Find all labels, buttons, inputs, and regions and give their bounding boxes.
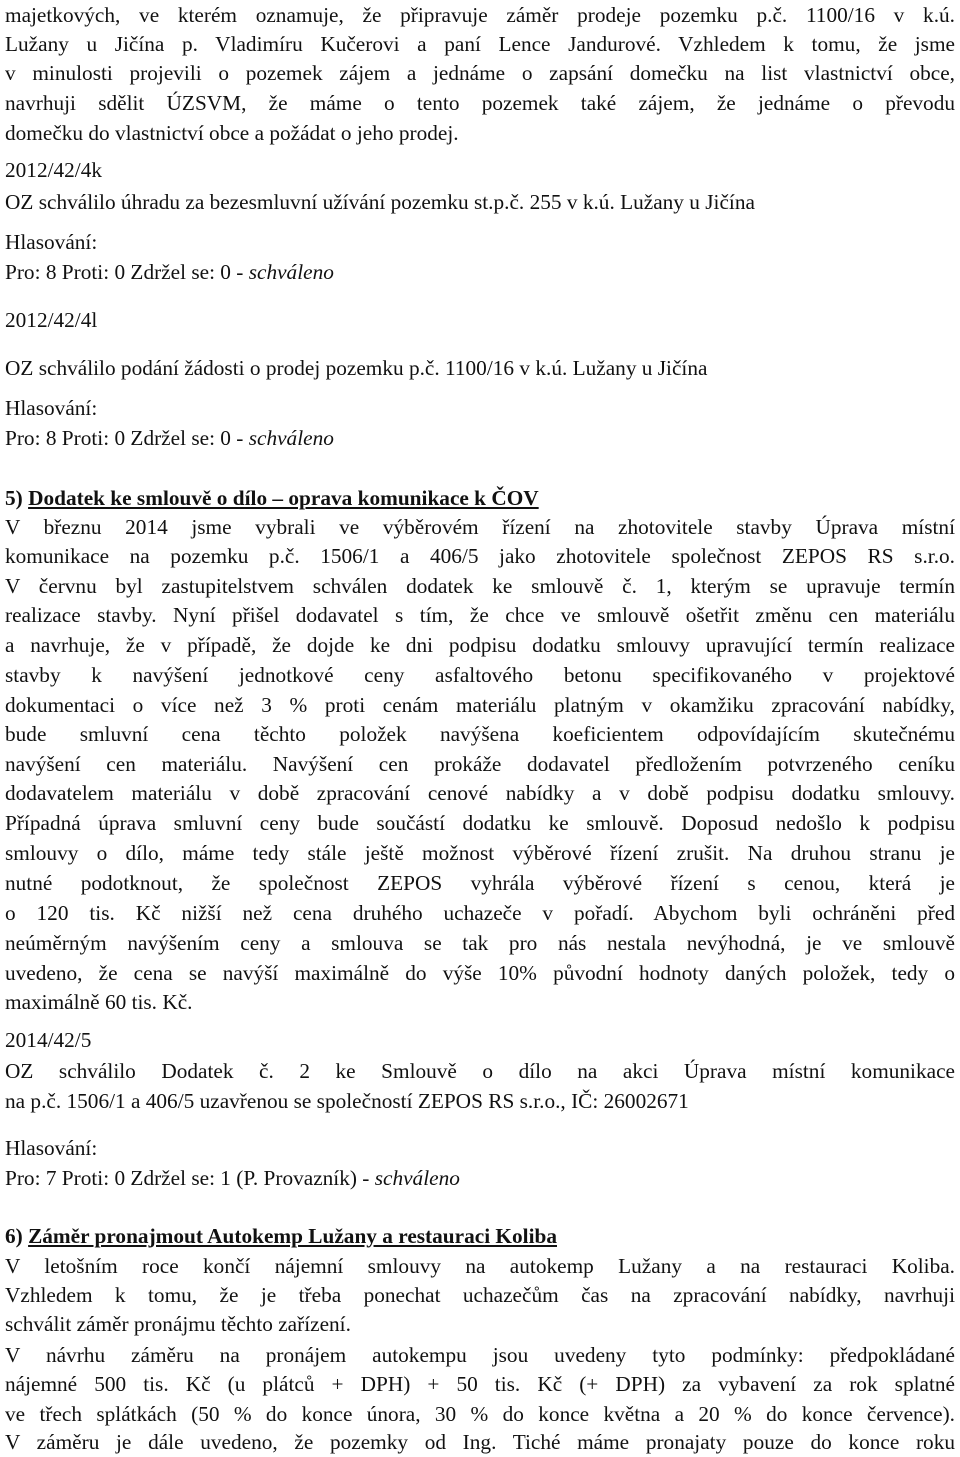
line-text: OZ schválilo podání žádosti o prodej pozemku p.č. 1100/16 v k.ú. Lužany u Jičína [5, 356, 708, 380]
text-line [5, 1086, 955, 1116]
line-text: nájemné 500 tis. Kč (u plátců + DPH) + 50 tis. Kč (+ DPH) za vybavení za rok splatné [5, 1372, 955, 1396]
line-text: o 120 tis. Kč nižší než cena druhého uchazeče v pořadí. Abychom byli ochráněni před [5, 901, 955, 925]
section-title: Dodatek ke smlouvě o dílo – oprava komunikace k ČOV [28, 486, 539, 510]
text-line [5, 257, 955, 287]
text-line [5, 1163, 955, 1193]
text-line [5, 1340, 955, 1370]
text-line [5, 571, 955, 601]
section-number: 6) [5, 1224, 29, 1248]
vote-result: schváleno [248, 426, 334, 450]
text-line [5, 1056, 955, 1086]
section-number: 5) [5, 486, 29, 510]
text-line [5, 868, 955, 898]
line-text: dokumentaci o více než 3 % proti cenám materiálu platným v okamžiku zpracování nabídky, [5, 693, 955, 717]
line-text: domečku do vlastnictví obce a požádat o jeho prodej. [5, 121, 459, 145]
text-line [5, 58, 955, 88]
text-line [5, 512, 955, 542]
line-text: Vzhledem k tomu, že je třeba ponechat uchazečům čas na zpracování nabídky, navrhuji [5, 1283, 955, 1307]
line-text: 2012/42/4l [5, 308, 98, 332]
section-heading [5, 1221, 955, 1251]
text-line [5, 0, 955, 30]
line-text: V letošním roce končí nájemní smlouvy na autokemp Lužany a na restauraci Koliba. [5, 1254, 955, 1278]
line-text: v minulosti projevili o pozemek zájem a jednáme o zapsání domečku na list vlastnictví obce, [5, 61, 955, 85]
line-text: bude smluvní cena těchto položek navýšena koeficientem odpovídajícím skutečnému [5, 722, 955, 746]
text-line [5, 898, 955, 928]
line-text: 2012/42/4k [5, 158, 103, 182]
line-text: V záměru je dále uvedeno, že pozemky od Ing. Tiché máme pronajaty pouze do konce roku [5, 1430, 955, 1454]
text-line [5, 1369, 955, 1399]
text-line [5, 1251, 955, 1281]
line-text: Hlasování: [5, 230, 98, 254]
section-title: Záměr pronajmout Autokemp Lužany a restauraci Koliba [28, 1224, 557, 1248]
vote-result: schváleno [374, 1166, 460, 1190]
text-line [5, 393, 955, 423]
text-line [5, 630, 955, 660]
text-line [5, 305, 955, 335]
line-text: schválit záměr pronájmu těchto zařízení. [5, 1312, 351, 1336]
line-text: Pro: 7 Proti: 0 Zdržel se: 1 (P. Provazník) - [5, 1166, 375, 1190]
line-text: maximálně 60 tis. Kč. [5, 990, 193, 1014]
line-text: stavby k navýšení jednotkové ceny asfaltového betonu specifikovaného v projektové [5, 663, 955, 687]
line-text: Hlasování: [5, 1136, 98, 1160]
line-text: OZ schválilo úhradu za bezesmluvní užívání pozemku st.p.č. 255 v k.ú. Lužany u Jičína [5, 190, 755, 214]
text-line [5, 808, 955, 838]
text-line [5, 353, 955, 383]
text-line [5, 690, 955, 720]
vote-result: schváleno [248, 260, 334, 284]
text-line [5, 88, 955, 118]
section-heading [5, 483, 955, 513]
line-text: ve třech splátkách (50 % do konce února, 30 % do konce května a 20 % do konce července). [5, 1402, 955, 1426]
text-line [5, 987, 955, 1017]
line-text: realizace stavby. Nyní přišel dodavatel s tím, že chce ve smlouvě ošetřit změnu cen materiálu [5, 603, 955, 627]
text-line [5, 600, 955, 630]
line-text: V návrhu záměru na pronájem autokempu jsou uvedeny tyto podmínky: předpokládané [5, 1343, 955, 1367]
line-text: OZ schválilo Dodatek č. 2 ke Smlouvě o dílo na akci Úprava místní komunikace [5, 1059, 955, 1083]
text-line [5, 29, 955, 59]
line-text: komunikace na pozemku p.č. 1506/1 a 406/5 jako zhotovitele společnost ZEPOS RS s.r.o. [5, 544, 955, 568]
line-text: Pro: 8 Proti: 0 Zdržel se: 0 - [5, 426, 249, 450]
line-text: smlouvy o dílo, máme tedy stále ještě možnost výběrové řízení zrušit. Na druhou stranu je [5, 841, 955, 865]
text-line [5, 541, 955, 571]
line-text: a navrhuje, že v případě, že dojde ke dni podpisu dodatku smlouvy upravující termín realizace [5, 633, 955, 657]
line-text: V březnu 2014 jsme vybrali ve výběrovém řízení na zhotovitele stavby Úprava místní [5, 515, 955, 539]
line-text: Hlasování: [5, 396, 98, 420]
line-text: nutné podotknout, že společnost ZEPOS vyhrála výběrové řízení s cenou, která je [5, 871, 955, 895]
line-text: V červnu byl zastupitelstvem schválen dodatek ke smlouvě č. 1, kterým se upravuje termín [5, 574, 955, 598]
line-text: Lužany u Jičína p. Vladimíru Kučerovi a paní Lence Jandurové. Vzhledem k tomu, že jsme [5, 32, 955, 56]
text-line [5, 958, 955, 988]
text-line [5, 227, 955, 257]
text-line [5, 660, 955, 690]
text-line [5, 928, 955, 958]
line-text: uvedeno, že cena se navýší maximálně do výše 10% původní hodnoty daných položek, tedy o [5, 961, 955, 985]
line-text: majetkových, ve kterém oznamuje, že připravuje záměr prodeje pozemku p.č. 1100/16 v k.ú. [5, 3, 955, 27]
text-line [5, 1309, 955, 1339]
line-text: navýšení cen materiálu. Navýšení cen prokáže dodavatel předložením potvrzeného ceníku [5, 752, 955, 776]
text-line [5, 1133, 955, 1163]
text-line [5, 1025, 955, 1055]
line-text: dodavatelem materiálu v době zpracování cenové nabídky a v době podpisu dodatku smlouvy. [5, 781, 955, 805]
text-line [5, 1427, 955, 1457]
text-line [5, 423, 955, 453]
text-line [5, 1280, 955, 1310]
text-line [5, 118, 955, 148]
line-text: neúměrným navýšením ceny a smlouva se tak pro nás nestala nevýhodná, je ve smlouvě [5, 931, 955, 955]
text-line [5, 749, 955, 779]
line-text: Pro: 8 Proti: 0 Zdržel se: 0 - [5, 260, 249, 284]
text-line [5, 838, 955, 868]
text-line [5, 155, 955, 185]
line-text: navrhuji sdělit ÚZSVM, že máme o tento pozemek také zájem, že jednáme o převodu [5, 91, 955, 115]
text-line [5, 1399, 955, 1429]
line-text: 2014/42/5 [5, 1028, 92, 1052]
line-text: Případná úprava smluvní ceny bude součástí dodatku ke smlouvě. Doposud nedošlo k podpisu [5, 811, 955, 835]
text-line [5, 187, 955, 217]
line-text: na p.č. 1506/1 a 406/5 uzavřenou se společností ZEPOS RS s.r.o., IČ: 26002671 [5, 1089, 689, 1113]
text-line [5, 719, 955, 749]
text-line [5, 778, 955, 808]
